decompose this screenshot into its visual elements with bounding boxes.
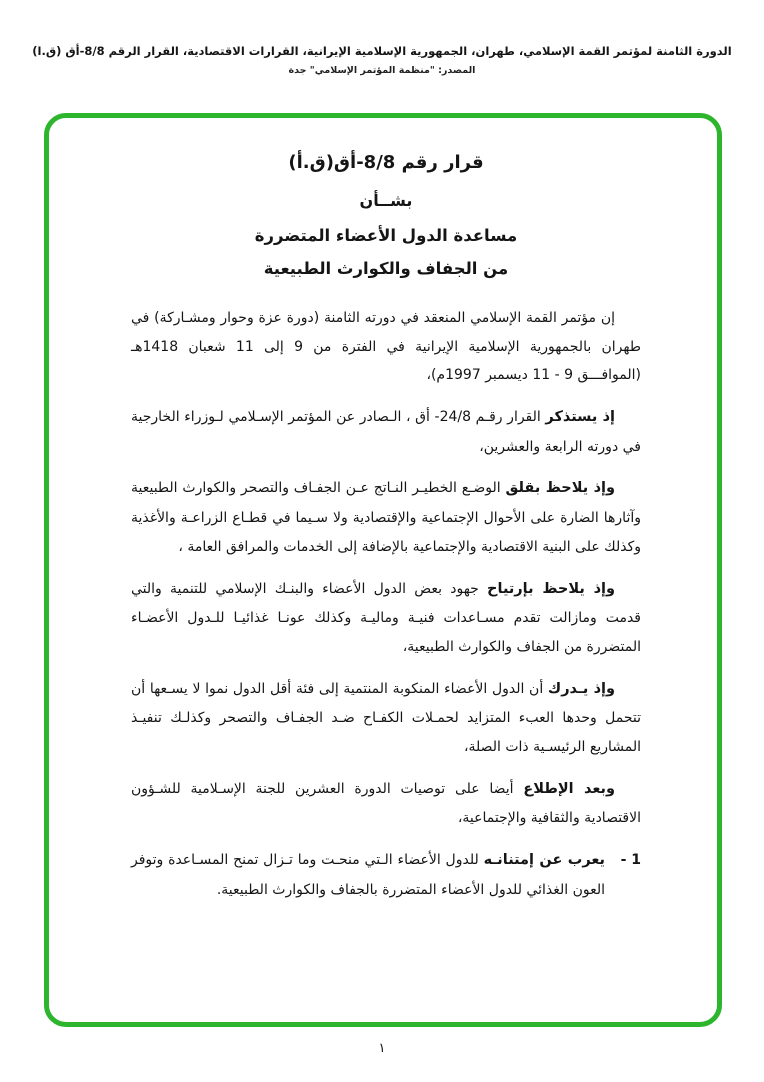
recalling-paragraph [131, 403, 641, 461]
noting-with-concern-paragraph [131, 474, 641, 561]
document-header-source: المصدر: "منظمة المؤتمر الإسلامي" جدة [288, 65, 476, 76]
resolution-subject-word: بشــأن [359, 191, 413, 210]
preamble-text: إن مؤتمر القمة الإسلامي المنعقد في دورته الثامنة (دورة عزة وحوار ومشـاركة) في طهران بالجمهورية الإسلامية الإيرانية في الفترة من 9 إلى 11 شعبان 1418هـ (الموافـــق 9 - 11 ديسمبر 1997م)، [131, 310, 641, 384]
noting-with-concern-text: الوضـع الخطيـر النـاتج عـن الجفـاف والتصحر والكوارث الطبيعية وآثارها الضارة على الأحوال الإجتماعية والإقتصادية ولا سـيما في قطـاع الزراعـة والأغذية وكذلك على البنية الاقتصادية والإجتماعية بالإضافة إلى الخدمات والمرافق العامة ، [131, 480, 641, 555]
resolution-subject-line2: من الجفاف والكوارث الطبيعية [263, 259, 509, 278]
having-examined-lead: وبعد الإطلاع [523, 780, 616, 797]
resolution-subject-line1: مساعدة الدول الأعضاء المتضررة [254, 226, 518, 245]
having-examined-paragraph [131, 775, 641, 833]
noting-with-concern-lead: وإذ يلاحظ بقلق [505, 480, 616, 497]
document-header [0, 44, 764, 76]
having-examined-text: أيضا على توصيات الدورة العشرين للجنة الإسـلامية للشـؤون الاقتصادية والثقافية والإجتماعية، [131, 780, 641, 827]
operative-item-1 [131, 846, 641, 904]
aware-paragraph [131, 675, 641, 762]
recalling-text: القرار رقـم 24/8- أق ، الـصادر عن المؤتمر الإسـلامي لـوزراء الخارجية في دورته الرابعة والعشرين، [131, 409, 641, 455]
aware-lead: وإذ يـدرك [547, 680, 616, 697]
aware-text: أن الدول الأعضاء المنكوبة المنتمية إلى فئة أقل الدول نموا لا يسـعها أن تتحمل وحدها العبء المتزايد لحمـلات الكفـاح ضـد الجفـاف والتصحر وكذلـك تنفيـذ المشاريع الرئيسـية ذات الصلة، [131, 680, 641, 756]
noting-with-satisfaction-lead: وإذ يلاحظ بإرتياح [487, 580, 615, 597]
preamble-paragraph [131, 304, 641, 390]
page-footer [0, 1041, 764, 1056]
operative-item-1-number: 1 - [620, 852, 641, 869]
resolution-title-block [131, 152, 641, 278]
document-header-title: الدورة الثامنة لمؤتمر القمة الإسلامي، طهران، الجمهورية الإسلامية الإيرانية، القرارات الاقتصادية، القرار الرقم 8/8-أق (ق.ا) [32, 44, 732, 58]
noting-with-satisfaction-paragraph [131, 575, 641, 662]
operative-item-1-body [131, 846, 605, 904]
noting-with-satisfaction-text: جهود بعض الدول الأعضاء والبنـك الإسلامي للتنمية والتي قدمت ومازالت تقدم مسـاعدات فنيـة وماليـة وكذلك عونـا غذائيـا للـدول الأعضـاء المتضررة من الجفاف والكوارث الطبيعية، [131, 580, 641, 655]
page-number: ١ [378, 1041, 386, 1056]
operative-item-1-lead: يعرب عن إمتنانـه [483, 852, 605, 869]
operative-item-1-text: للدول الأعضاء الـتي منحـت وما تـزال تمنح المسـاعدة وتوفر العون الغذائي للدول الأعضاء المتضررة بالجفاف والكوارث الطبيعية. [131, 852, 605, 898]
green-border-frame [44, 113, 722, 1027]
recalling-lead: إذ يستذكر [545, 409, 616, 426]
resolution-number-title: قرار رقم 8/8-أق(ق.أ) [288, 152, 484, 173]
